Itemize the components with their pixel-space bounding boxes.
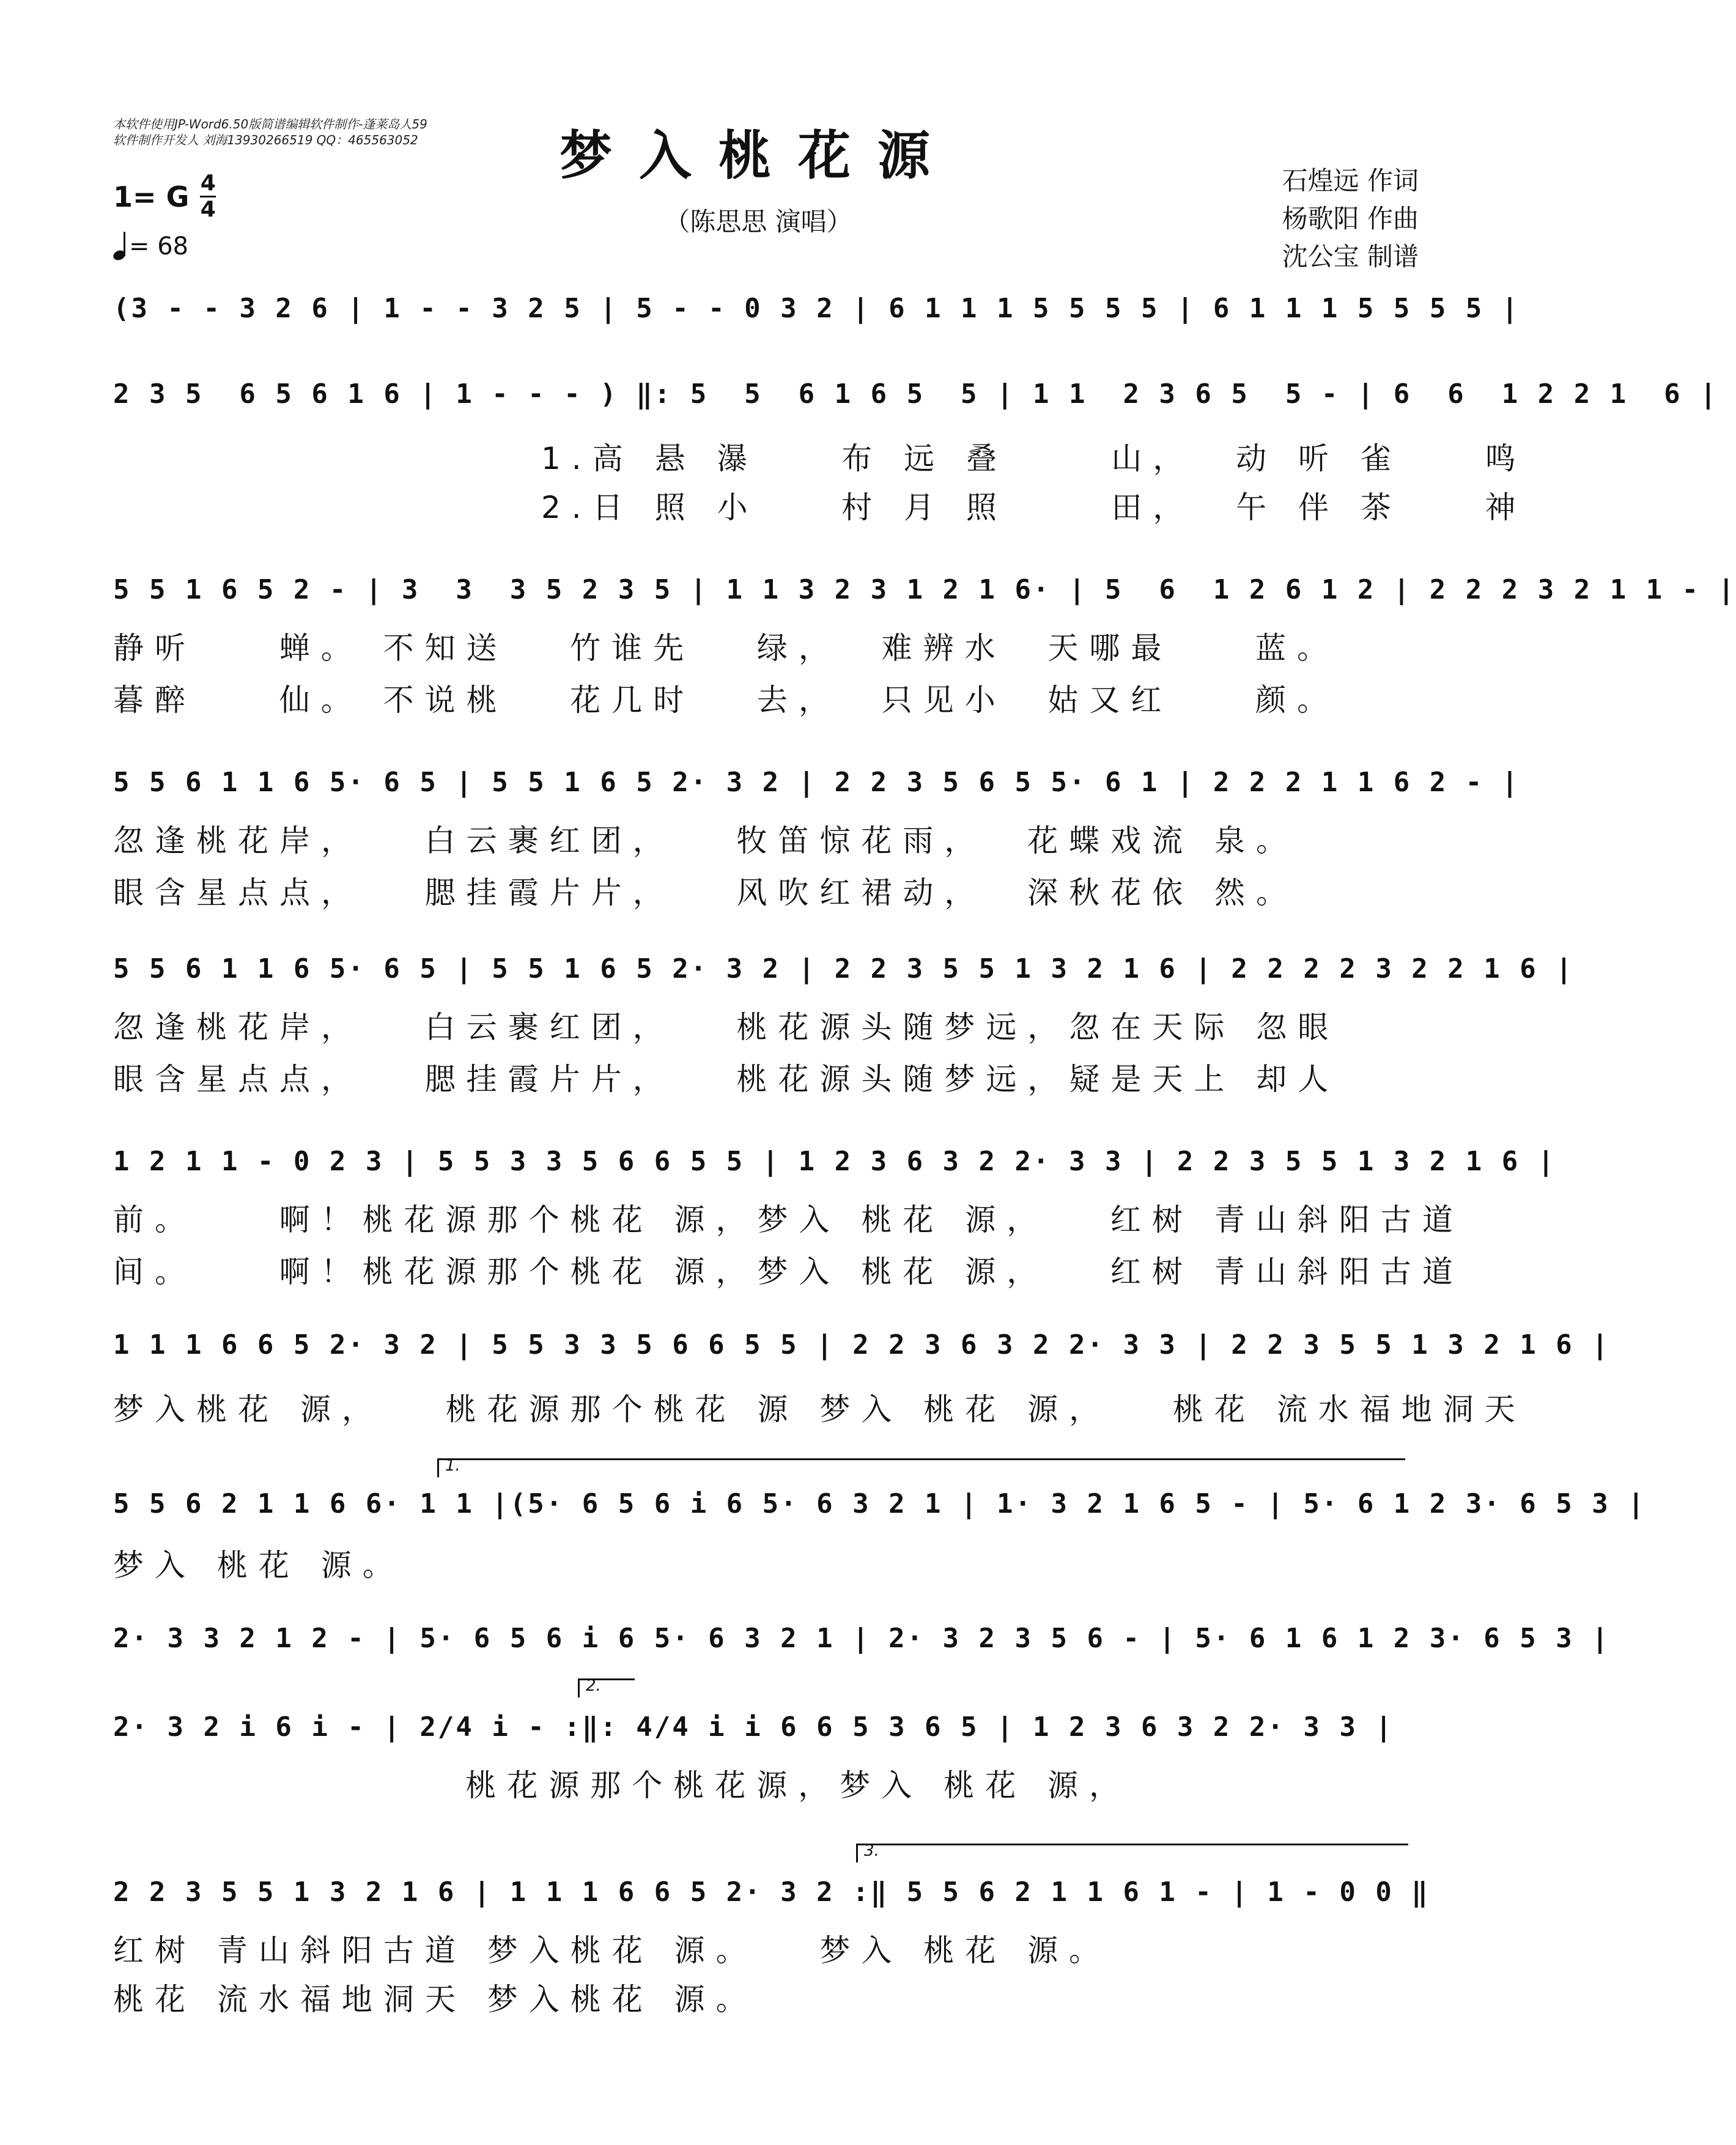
notes-row: 5 5 6 1 1 6 5· 6 5 | 5 5 1 6 5 2· 3 2 | 2 2 3 5 5 1 3 2 1 6 | 2 2 2 2 3 2 2 1 6 | [113, 953, 1574, 984]
lyric-verse-2: 桃花 流水福地洞天 梦入桃花 源。 [113, 1982, 758, 2017]
lyric-verse-1: 梦入 桃花 源。 [113, 1548, 404, 1583]
score-line-7 [113, 1327, 1610, 1437]
lyric-verse-2: 眼含星点点， 腮挂霞片片， 风吹红裙动， 深秋花依 然。 [113, 875, 1298, 910]
lyric-verse-1: 静听 蝉。 不知送 竹谁先 绿， 难辨水 天哪最 蓝。 [113, 630, 1339, 666]
score-line-9 [113, 1620, 1610, 1694]
score-line-2 [113, 376, 1718, 535]
page-title: 梦入桃花源 [560, 125, 957, 186]
software-note-line: 本软件使用JP-Word6.50版简谱编辑软件制作-蓬莱岛人59 [113, 117, 427, 131]
credits [1282, 162, 1419, 276]
arranger: 沈公宝 制谱 [1282, 242, 1419, 271]
score-line-11 [113, 1874, 1430, 2033]
notes-row: 2· 3 2 i 6 i - | 2/4 i - :‖: 4/4 i i 6 6 5 3 6 5 | 1 2 3 6 3 2 2· 3 3 | [113, 1711, 1394, 1743]
time-signature [200, 171, 216, 222]
notes-row: (3 - - 3 2 6 | 1 - - 3 2 5 | 5 - - 0 3 2 | 6 1 1 1 5 5 5 5 | 6 1 1 1 5 5 5 5 | [113, 293, 1520, 324]
notes-row: 2· 3 3 2 1 2 - | 5· 6 5 6 i 6 5· 6 3 2 1 | 2· 3 2 3 5 6 - | 5· 6 1 6 1 2 3· 6 5 3 | [113, 1623, 1610, 1654]
lyric-verse-2: 2.日 照 小 村 月 照 田， 午 伴 茶 神 [541, 490, 1527, 525]
time-signature-bottom: 4 [200, 197, 216, 222]
notes-row: 1 2 1 1 - 0 2 3 | 5 5 3 3 5 6 6 5 5 | 1 2 3 6 3 2 2· 3 3 | 2 2 3 5 5 1 3 2 1 6 | [113, 1146, 1556, 1177]
lyric-verse-1: 忽逢桃花岸， 白云裹红团， 桃花源头随梦远，忽在天际 忽眼 [113, 1010, 1340, 1045]
key-signature [113, 171, 216, 222]
lyric-verse-2: 眼含星点点， 腮挂霞片片， 桃花源头随梦远，疑是天上 却人 [113, 1061, 1340, 1097]
key-label: 1= G [113, 180, 190, 213]
notes-row: 5 5 1 6 5 2 - | 3 3 3 5 2 3 5 | 1 1 3 2 3 1 2 1 6· | 5 6 1 2 6 1 2 | 2 2 2 3 2 1 1 - | [113, 574, 1736, 605]
tempo-marking [113, 232, 188, 260]
tempo-value: = 68 [129, 232, 189, 260]
lyricist: 石煌远 作词 [1282, 166, 1419, 196]
time-signature-top: 4 [200, 171, 216, 196]
lyric-verse-1: 桃花源那个桃花源，梦入 桃花 源， [113, 1768, 1131, 1803]
volta-label: 2. [586, 1677, 601, 1695]
volta-label: 1. [445, 1456, 460, 1475]
score-line-1 [113, 290, 1520, 364]
lyric-verse-1: 梦入桃花 源， 桃花源那个桃花 源 梦入 桃花 源， 桃花 流水福地洞天 [113, 1392, 1526, 1427]
score-line-8 [113, 1486, 1646, 1596]
singer-credit: （陈思思 演唱） [664, 207, 852, 237]
notes-row: 5 5 6 2 1 1 6 6· 1 1 |(5· 6 5 6 i 6 5· 6 3 2 1 | 1· 3 2 1 6 5 - | 5· 6 1 2 3· 6 5 3 | [113, 1488, 1646, 1519]
score-line-10 [113, 1709, 1403, 1819]
lyric-verse-1: 忽逢桃花岸， 白云裹红团， 牧笛惊花雨， 花蝶戏流 泉。 [113, 823, 1298, 858]
score-line-5 [113, 951, 1574, 1110]
lyric-verse-2: 间。 啊！桃花源那个桃花 源，梦入 桃花 源， 红树 青山斜阳古道 [113, 1254, 1464, 1290]
lyric-verse-1: 1.高 悬 瀑 布 远 叠 山， 动 听 雀 鸣 [541, 441, 1527, 476]
score-line-4 [113, 764, 1520, 923]
volta-1 [437, 1458, 1405, 1477]
score-line-3 [113, 572, 1736, 731]
quarter-note-icon [113, 233, 125, 260]
lyric-verse-1: 前。 啊！桃花源那个桃花 源，梦入 桃花 源， 红树 青山斜阳古道 [113, 1202, 1464, 1238]
volta-label: 3. [864, 1842, 879, 1860]
lyric-verse-1: 红树 青山斜阳古道 梦入桃花 源。 梦入 桃花 源。 [113, 1933, 1111, 1968]
software-note-line: 软件制作开发人 刘海13930266519 QQ：465563052 [113, 133, 418, 147]
volta-3 [856, 1844, 1408, 1863]
composer: 杨歌阳 作曲 [1282, 204, 1419, 234]
notes-row: 5 5 6 1 1 6 5· 6 5 | 5 5 1 6 5 2· 3 2 | 2 2 3 5 6 5 5· 6 1 | 2 2 2 1 1 6 2 - | [113, 767, 1520, 798]
notes-row: 1 1 1 6 6 5 2· 3 2 | 5 5 3 3 5 6 6 5 5 | 2 2 3 6 3 2 2· 3 3 | 2 2 3 5 5 1 3 2 1 6 | [113, 1329, 1610, 1360]
lyric-verse-2: 暮醉 仙。 不说桃 花几时 去， 只见小 姑又红 颜。 [113, 682, 1339, 718]
score-line-6 [113, 1143, 1556, 1302]
volta-2 [578, 1678, 635, 1697]
notes-row: 2 3 5 6 5 6 1 6 | 1 - - - ) ‖: 5 5 6 1 6 5 5 | 1 1 2 3 6 5 5 - | 6 6 1 2 2 1 6 | [113, 378, 1718, 410]
notes-row: 2 2 3 5 5 1 3 2 1 6 | 1 1 1 6 6 5 2· 3 2 :‖ 5 5 6 2 1 1 6 1 - | 1 - 0 0 ‖ [113, 1877, 1430, 1908]
